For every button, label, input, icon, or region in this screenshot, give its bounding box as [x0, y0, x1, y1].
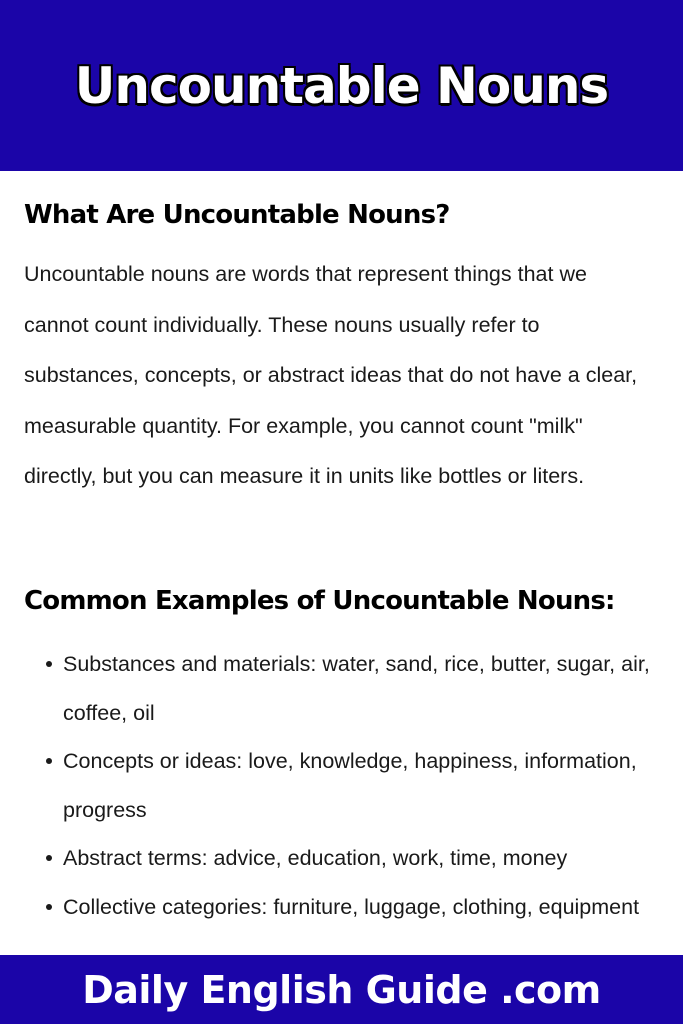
list-item-text: Abstract terms: advice, education, work, time, money: [63, 846, 568, 870]
footer-banner: [0, 955, 683, 1024]
list-item-text: Collective categories: furniture, luggage, clothing, equipment: [63, 894, 640, 919]
header-banner: [0, 0, 683, 171]
bullet-icon: [46, 758, 52, 764]
examples-list: [24, 640, 674, 931]
list-item-text: Concepts or ideas: love, knowledge, happiness, information, progress: [63, 749, 637, 822]
list-item: [24, 834, 674, 883]
page-title: Uncountable Nouns: [74, 56, 609, 115]
list-item-text: Substances and materials: water, sand, rice, butter, sugar, air, coffee, oil: [63, 652, 650, 725]
bullet-icon: [46, 855, 52, 861]
definition-paragraph: Uncountable nouns are words that represent things that we cannot count individually. These nouns usually refer to substances, concepts, or abstract ideas that do not have a clear, measurable quantity. For example, you cannot count "milk" directly, but you can measure it in units like bottles or liters.: [24, 262, 638, 488]
list-item: [24, 640, 674, 737]
list-item: [24, 737, 674, 834]
bullet-icon: [46, 904, 52, 910]
definition-heading: What Are Uncountable Nouns?: [24, 200, 450, 230]
bullet-icon: [46, 661, 52, 667]
examples-heading: Common Examples of Uncountable Nouns:: [24, 586, 615, 616]
site-name: Daily English Guide .com: [82, 967, 601, 1012]
list-item: [24, 883, 674, 932]
